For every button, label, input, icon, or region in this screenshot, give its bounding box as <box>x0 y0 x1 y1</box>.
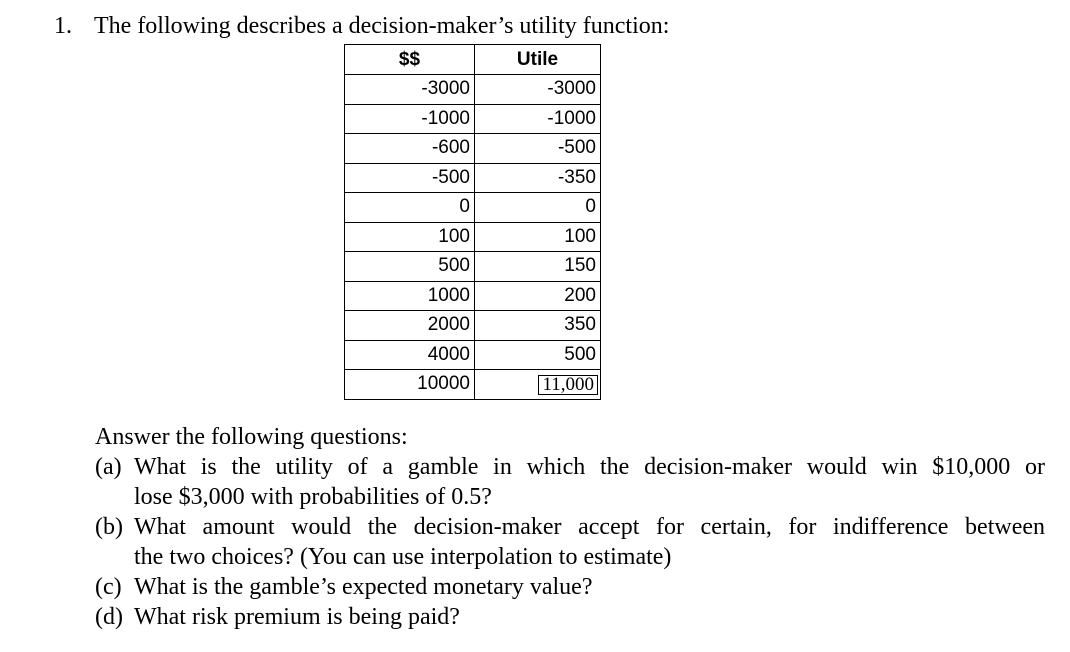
sub-question-label: (d) <box>95 604 123 630</box>
utile-cell: -1000 <box>475 104 601 134</box>
dollars-cell: 500 <box>345 252 475 282</box>
table-row <box>345 340 601 370</box>
sub-question-line: the two choices? (You can use interpolation to estimate) <box>134 544 672 570</box>
sub-question-text <box>134 602 1045 632</box>
utile-cell-boxed <box>475 370 601 400</box>
sub-question-c <box>95 572 1045 602</box>
sub-question-line: What is the utility of a gamble in which the decision-maker would win $10,000 or <box>134 454 1045 480</box>
sub-question-line: What amount would the decision-maker accept for certain, for indifference between <box>134 514 1045 540</box>
table-row <box>345 370 601 400</box>
utile-cell: 150 <box>475 252 601 282</box>
table-row <box>345 134 601 164</box>
table-row <box>345 163 601 193</box>
answer-intro: Answer the following questions: <box>95 424 408 450</box>
sub-question-line: What is the gamble’s expected monetary value? <box>134 574 593 600</box>
header-utile: Utile <box>475 45 601 75</box>
question-number: 1. <box>54 13 72 39</box>
table-row <box>345 311 601 341</box>
sub-question-text <box>134 572 1045 602</box>
dollars-cell: 2000 <box>345 311 475 341</box>
dollars-cell: 10000 <box>345 370 475 400</box>
utile-cell: 500 <box>475 340 601 370</box>
utile-cell: 0 <box>475 193 601 223</box>
dollars-cell: -1000 <box>345 104 475 134</box>
dollars-cell: 4000 <box>345 340 475 370</box>
question-heading <box>54 11 669 41</box>
sub-question-text <box>134 512 1045 572</box>
sub-question-d <box>95 602 1045 632</box>
utile-cell: 200 <box>475 281 601 311</box>
table-row <box>345 75 601 105</box>
table-row <box>345 252 601 282</box>
sub-question-label: (b) <box>95 514 123 540</box>
dollars-cell: -600 <box>345 134 475 164</box>
header-dollars: $$ <box>345 45 475 75</box>
sub-question-b <box>95 512 1045 572</box>
sub-question-text <box>134 452 1045 512</box>
sub-question-label: (a) <box>95 454 122 480</box>
utile-cell: -350 <box>475 163 601 193</box>
utile-cell: -3000 <box>475 75 601 105</box>
table-header-row <box>345 45 601 75</box>
dollars-cell: -3000 <box>345 75 475 105</box>
utile-cell: 350 <box>475 311 601 341</box>
sub-question-a <box>95 452 1045 512</box>
boxed-utile-value: 11,000 <box>538 375 598 395</box>
utility-table <box>344 44 601 400</box>
sub-question-line: What risk premium is being paid? <box>134 604 460 630</box>
dollars-cell: 100 <box>345 222 475 252</box>
question-prompt: The following describes a decision-maker’s utility function: <box>94 13 670 39</box>
dollars-cell: 1000 <box>345 281 475 311</box>
sub-question-label: (c) <box>95 574 122 600</box>
table-row <box>345 193 601 223</box>
utile-cell: -500 <box>475 134 601 164</box>
table-row <box>345 104 601 134</box>
dollars-cell: 0 <box>345 193 475 223</box>
table-row <box>345 222 601 252</box>
table-row <box>345 281 601 311</box>
dollars-cell: -500 <box>345 163 475 193</box>
utile-cell: 100 <box>475 222 601 252</box>
sub-question-line: lose $3,000 with probabilities of 0.5? <box>134 484 492 510</box>
